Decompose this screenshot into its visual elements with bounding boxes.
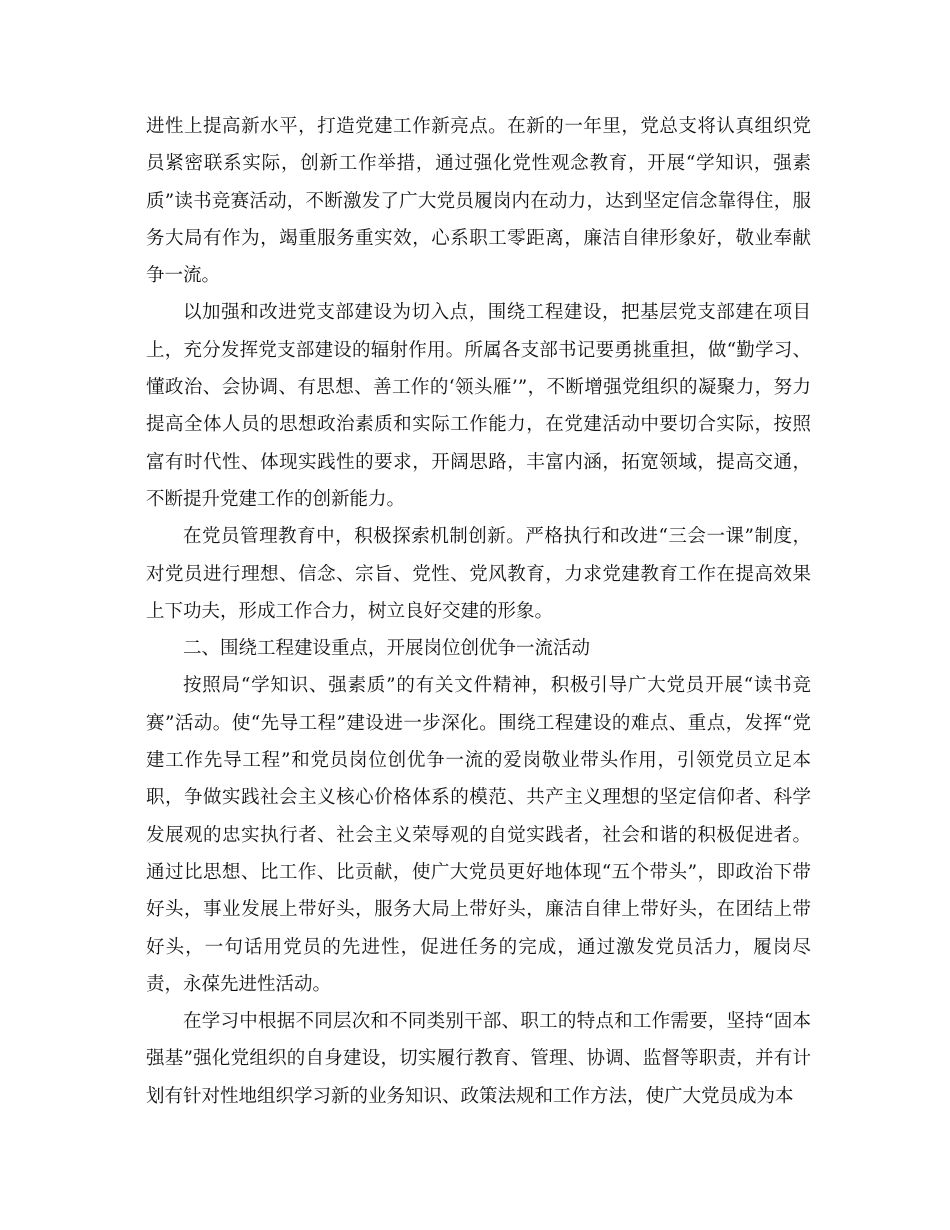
paragraph-2: 以加强和改进党支部建设为切入点，围绕工程建设，把基层党支部建在项目上，充分发挥党支部建设的辐射作用。所属各支部书记要勇挑重担，做“勤学习、懂政治、会协调、有思想、善工作的‘领头雁’”，不断增强党组织的凝聚力，努力提高全体人员的思想政治素质和实际工作能力，在党建活动中要切合实际，按照富有时代性、体现实践性的要求，开阔思路，丰富内涵，拓宽领域，提高交通，不断提升党建工作的创新能力。 — [146, 302, 811, 510]
paragraph-3: 在党员管理教育中，积极探索机制创新。严格执行和改进“三会一课”制度，对党员进行理想、信念、宗旨、党性、党风教育，力求党建教育工作在提高效果上下功夫，形成工作合力，树立良好交建的形象。 — [146, 526, 811, 622]
paragraph-5: 在学习中根据不同层次和不同类别干部、职工的特点和工作需要，坚持“固本强基”强化党组织的自身建设，切实履行教育、管理、协调、监督等职责，并有计划有针对性地组织学习新的业务知识、政策法规和工作方法，使广大党员成为本 — [146, 1011, 811, 1107]
document-body — [146, 108, 811, 1115]
paragraph-1: 进性上提高新水平，打造党建工作新亮点。在新的一年里，党总支将认真组织党员紧密联系实际，创新工作举措，通过强化党性观念教育，开展“学知识，强素质”读书竞赛活动，不断激发了广大党员履岗内在动力，达到坚定信念靠得住，服务大局有作为，竭重服务重实效，心系职工零距离，廉洁自律形象好，敬业奉献争一流。 — [146, 116, 811, 287]
paragraph-4: 按照局“学知识、强素质”的有关文件精神，积极引导广大党员开展“读书竞赛”活动。使“先导工程”建设进一步深化。围绕工程建设的难点、重点，发挥“党建工作先导工程”和党员岗位创优争一流的爱岗敬业带头作用，引领党员立足本职，争做实践社会主义核心价格体系的模范、共产主义理想的坚定信仰者、科学发展观的忠实执行者、社会主义荣辱观的自觉实践者，社会和谐的积极促进者。通过比思想、比工作、比贡献，使广大党员更好地体现“五个带头”，即政治下带好头，事业发展上带好头，服务大局上带好头，廉洁自律上带好头，在团结上带好头，一句话用党员的先进性，促进任务的完成，通过激发党员活力，履岗尽责，永葆先进性活动。 — [146, 675, 811, 995]
section-heading: 二、围绕工程建设重点，开展岗位创优争一流活动 — [183, 638, 591, 660]
